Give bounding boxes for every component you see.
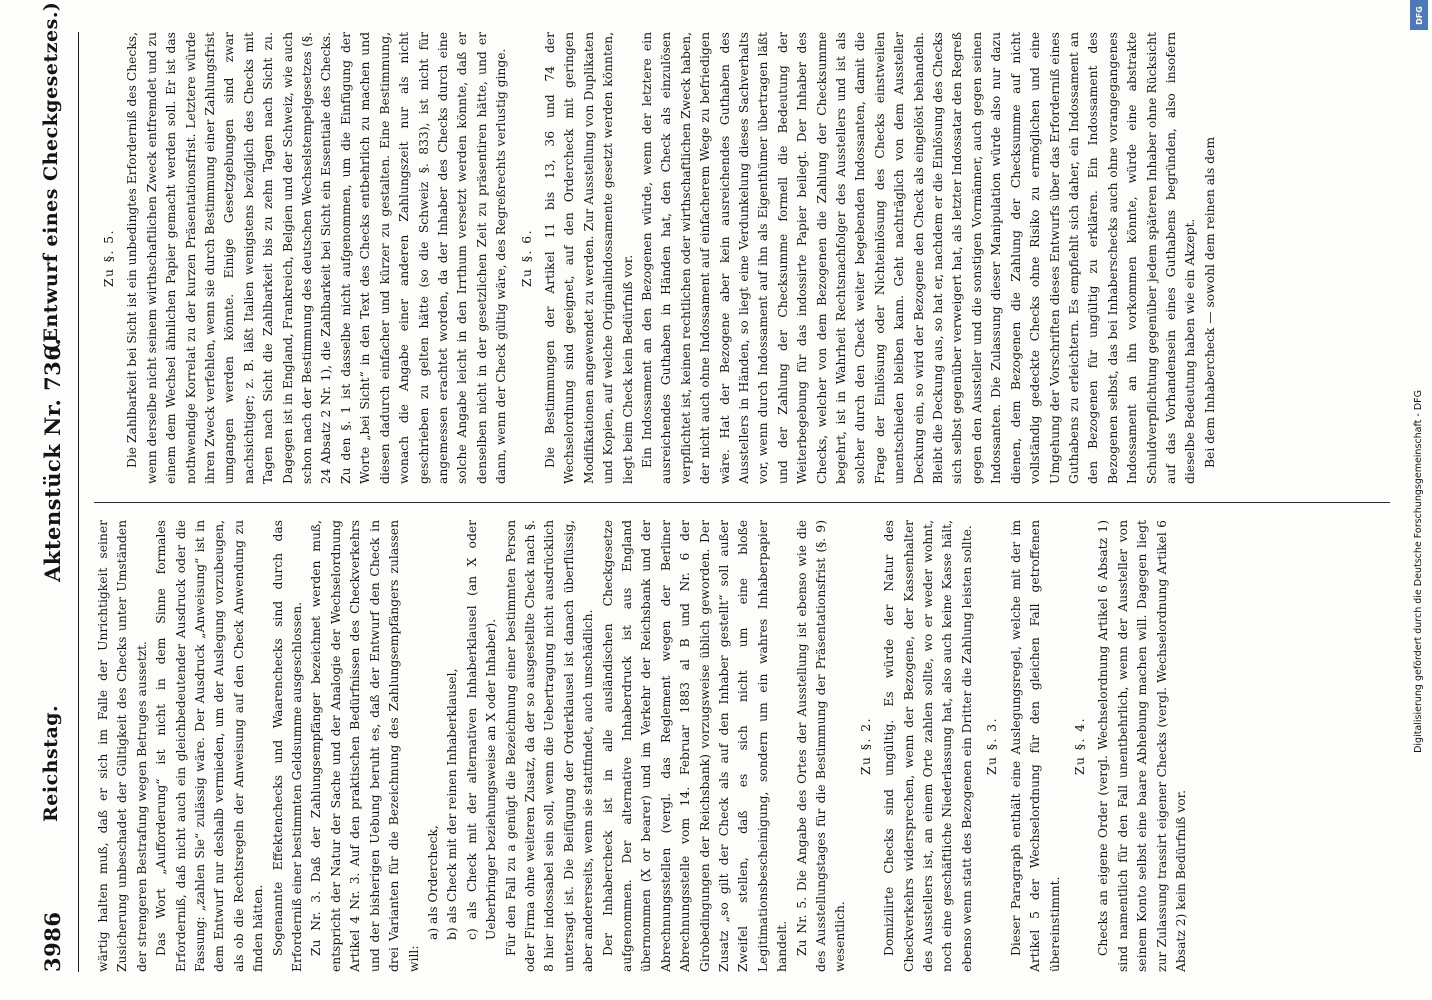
list-item: c) als Check mit der alternativen Inhaberklausel (an X oder Ueberbringer beziehungsweise an X oder Inhaber).: [464, 520, 499, 940]
paragraph: Sogenannte Effektenchecks und Waarenchecks sind durch das Erforderniß einer bestimmten Geldsumme ausgeschlossen.: [270, 520, 305, 972]
paragraph: Zu Nr. 5. Die Angabe des Ortes der Ausstellung ist ebenso wie die des Ausstellungstages für die Bestimmung der Präsentationsfrist (§. 9) wesentlich.: [794, 520, 848, 972]
enumerated-list: [424, 520, 502, 972]
left-text-column: [94, 520, 1394, 972]
right-text-column: [94, 32, 1394, 484]
header-reichstag: Reichstag.: [40, 704, 62, 822]
digitization-note: Digitalisierung gefördert durch die Deutsche Forschungsgemeinschaft - DFG: [1413, 390, 1424, 753]
paragraph: Die Bestimmungen der Artikel 11 bis 13, 36 und 74 der Wechselordnung sind geeignet, auf den Ordercheck mit geringen Modifikationen angewendet zu werden. Zur Ausstellung von Duplikaten und Kopien, auf welche Originalindossamente gesetzt werden könnten, liegt beim Check kein Bedürfniß vor.: [542, 32, 635, 484]
section-heading: Zu §. 2.: [858, 716, 873, 776]
paragraph: Checks an eigene Order (vergl. Wechselordnung Artikel 6 Absatz 1) sind namentlich für den Fall unentbehrlich, wenn der Aussteller von seinem Konto selbst eine baare Abhebung machen will. Dagegen liegt zur Zulassung trassirt eigener Checks (vergl. Wechselordnung Artikel 6 Absatz 2) kein Bedürfniß vor.: [1096, 520, 1188, 972]
section-heading: Zu §. 4.: [1072, 716, 1087, 776]
page-number: 3986: [40, 911, 65, 972]
paragraph: Zu Nr. 3. Daß der Zahlungsempfänger bezeichnet werden muß, entspricht der Natur der Sache und der Analogie der Wechselordnung Artikel 4 Nr. 3. Auf den praktischen Bedürfnissen des Checkverkehrs und der bisherigen Uebung beruht es, daß der Entwurf den Check in drei Varianten für die Bezeichnung des Zahlungsempfängers zulassen will:: [309, 520, 421, 972]
section-heading: Zu §. 3.: [985, 716, 1000, 776]
dfg-logo-label: DFG: [1414, 5, 1424, 25]
paragraph: Die Zahlbarkeit bei Sicht ist ein unbedingtes Erforderniß des Checks, wenn derselbe nicht seinem wirthschaftlichen Zweck entfremdet und zu einem dem Wechsel ähnlichen Papier gemacht werden soll. Er ist das nothwendige Korrelat zu der kurzen Präsentationsfrist. Letztere würde ihren Zweck verfehlen, wenn sie durch Bestimmung einer Zahlungsfrist umgangen werden könnte. Einige Gesetzgebungen sind zwar nachsichtiger; z. B. läßt Italien wenigstens bezüglich des Checks mit Tagen nach Sicht die Zahlbarkeit bis zu zehn Tagen nach Sicht zu. Dagegen ist in England, Frankreich, Belgien und der Schweiz, wie auch schon nach der Bestimmung des deutschen Wechselstempelgesetzes (§. 24 Absatz 2 Nr. 1), die Zahlbarkeit bei Sicht ein Essentiale des Checks. Zu den §. 1 ist dasselbe nicht aufgenommen, um die Einfügung der Worte „bei Sicht“ in den Text des Checks entbehrlich zu machen und diesen dadurch einfacher und kürzer zu gestalten. Eine Bestimmung, wonach die Angabe einer anderen Zahlungszeit nur als nicht geschrieben zu gelten hätte (so die Schweiz §. 833), ist nicht für angemessen erachtet worden, da der Inhaber des Checks durch eine solche Angabe leicht in den Irrthum versetzt werden könnte, daß er denselben nicht in der gesetzlichen Zeit zu präsentiren hätte, und er dann, wenn der Check gültig wäre, des Regreßrechts verlustig ginge.: [125, 32, 509, 484]
dfg-logo: [1410, 0, 1428, 30]
header-document-title: (Entwurf eines Checkgesetzes.): [40, 1, 62, 352]
page-header: [34, 1, 79, 972]
paragraph: Bei dem Inhabercheck — sowohl dem reinen als dem: [1202, 137, 1217, 468]
column-divider: [94, 502, 1390, 503]
list-item: b) als Check mit der reinen Inhaberklausel,: [445, 668, 460, 940]
section-heading: Zu §. 5.: [102, 228, 116, 288]
paragraph: Der Inhabercheck ist in alle ausländischen Checkgesetze aufgenommen. Der alternative Inhaberdruck ist aus England übernommen (X or bearer) und im Verkehr der Reichsbank und der Abrechnungsstellen (vergl. das Reglement wegen der Berliner Abrechnungsstelle vom 14. Februar 1883 al B und Nr. 6 der Girobedingungen der Reichsbank) vorzugsweise üblich geworden. Der Zusatz „so gilt der Check als auf den Inhaber gestellt“ soll außer Zweifel stellen, daß es sich nicht um eine bloße Legitimationsbescheinigung, sondern um ein wahres Inhaberpapier handelt.: [600, 520, 790, 972]
list-item: a) als Ordercheck,: [425, 825, 440, 940]
paragraph: Dieser Paragraph enthält eine Auslegungsregel, welche mit der im Artikel 5 der Wechselordnung für den gleichen Fall getroffenen übereinstimmt.: [1008, 520, 1062, 972]
paragraph: Ein Indossament an den Bezogenen würde, wenn der letztere ein ausreichendes Guthaben in Händen hat, den Check als einzulösen verpflichtet ist, keinen rechtlichen oder wirthschaftlichen Zweck haben, der nicht auch ohne Indossament auf einfacherem Wege zu befriedigen wäre. Hat der Bezogene aber kein ausreichendes Guthaben des Ausstellers in Händen, so liegt eine Verdunkelung dieses Sachverhalts vor, wenn durch Indossament auf ihn als Eigenthümer übertragen läßt und der Zahlung der Checksumme formell die Bedeutung der Weiterbegebung für das indossirte Papier beilegt. Der Inhaber des Checks, welcher von dem Bezogenen die Zahlung der Checksumme begehrt, ist in Wahrheit Rechtsnachfolger des Ausstellers und ist als solcher durch den Check weiter begebenden Indossanten, damit die Frage der Einlösung oder Nichteinlösung des Checks einstweilen unentschieden bleiben kann. Geht nachträglich von dem Aussteller Deckung ein, so wird der Bezogene den Check als eingelöst behandeln. Bleibt die Deckung aus, so hat er, nachdem er die Einlösung des Checks sich selbst gegenüber verweigert hat, als letzter Indossatar den Regreß gegen den Aussteller und die sonstigen Vormänner, auch gegen seinen Indossanten. Die Zulassung dieser Manipulation würde also nur dazu dienen, dem Bezogenen die Zahlung der Checksumme auf nicht vollständig gedeckte Checks ohne Risiko zu ermöglichen und eine Umgehung der Vorschriften dieses Entwurfs über das Erforderniß eines Guthabens zu erleichtern. Es empfiehlt sich daher, ein Indossament an den Bezogenen für ungültig zu erklären. Ein Indossament des Bezogenen selbst, das bei Inhaberschecks auch ohne vorangegangenes Indossament an ihn vorkommen könnte, würde eine abstrakte Schuldverpflichtung gegenüber jedem späteren Inhaber ohne Rücksicht auf das Vorhandensein eines Guthabens begründen, also insofern dieselbe Bedeutung haben wie ein Akzept.: [639, 32, 1198, 484]
paragraph: Für den Fall zu a genügt die Bezeichnung einer bestimmten Person oder Firma ohne weiteren Zusatz, da der so ausgestellte Check nach §. 8 hier indossabel sein soll, wenn die Uebertragung nicht ausdrücklich untersagt ist. Die Beifügung der Orderklausel ist danach überflüssig, aber andererseits, wenn sie stattfindet, auch unschädlich.: [503, 520, 596, 972]
paragraph: Das Wort „Aufforderung“ ist nicht in dem Sinne formales Erforderniß, daß nicht auch ein gleichbedeutender Ausdruck oder die Fassung: „zahlen Sie“ zulässig wäre. Der Ausdruck „Anweisung“ ist in dem Entwurf nur deshalb vermieden, um der Auslegung vorzubeugen, als ob die Rechtsregeln der Anweisung auf den Check Anwendung zu finden hätten.: [154, 520, 266, 972]
paragraph: Domizilirte Checks sind ungültig. Es würde der Natur des Checkverkehrs widersprechen, wenn der Bezogene, der Kassenhalter des Ausstellers ist, an einem Orte zahlen sollte, wo er weder wohnt, noch eine geschäftliche Niederlassung hat, also auch keine Kasse hält, ebenso wenn statt des Bezogenen ein Dritter die Zahlung leisten sollte.: [882, 520, 974, 972]
digitization-sidebar: [1408, 0, 1430, 1000]
section-heading: Zu §. 6.: [519, 228, 534, 288]
paragraph: wärtig halten muß, daß er sich im Falle der Unrichtigkeit seiner Zusicherung unbeschadet der Gültigkeit des Checks unter Umständen der strengeren Bestrafung wegen Betruges aussetzt.: [96, 520, 149, 972]
header-document-number: Aktenstück Nr. 736.: [40, 337, 65, 582]
